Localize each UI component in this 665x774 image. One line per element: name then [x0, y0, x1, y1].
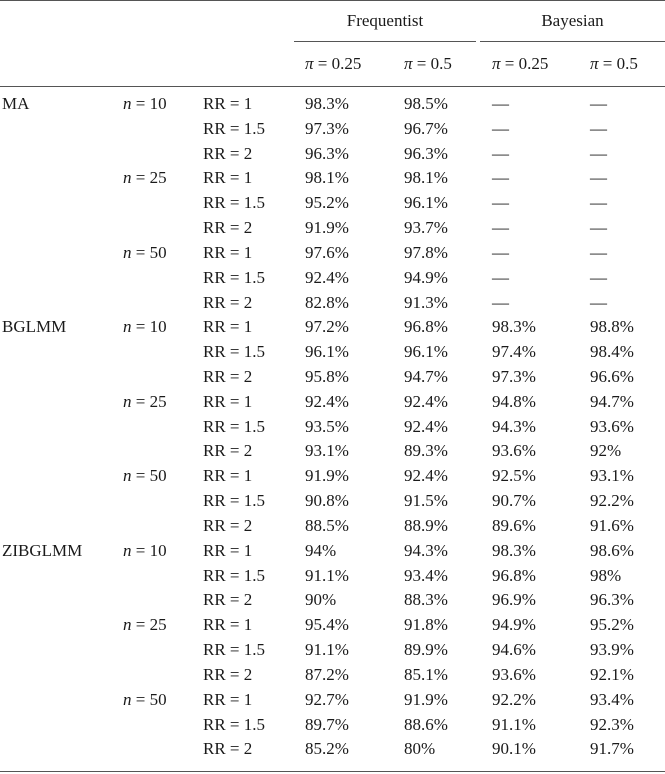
- sample-size-label: [123, 541, 167, 561]
- table-cell: —: [492, 293, 509, 312]
- table-cell: 92.4%: [404, 417, 448, 436]
- n-symbol: n: [123, 541, 132, 560]
- table-cell: 95.4%: [305, 615, 349, 634]
- table-cell: 97.3%: [305, 119, 349, 138]
- table-cell: 91.3%: [404, 293, 448, 312]
- table-cell: 93.5%: [305, 417, 349, 436]
- sample-size-label: [123, 690, 167, 710]
- table-cell: 94.7%: [590, 392, 634, 411]
- rr-label: RR = 1: [203, 541, 253, 560]
- table-cell: —: [492, 119, 509, 138]
- table-cell: 92.2%: [590, 491, 634, 510]
- table-cell: 97.8%: [404, 243, 448, 262]
- table-cell: 93.6%: [590, 417, 634, 436]
- table-cell: 90.8%: [305, 491, 349, 510]
- table-cell: 91.9%: [404, 690, 448, 709]
- table-cell: 91.1%: [305, 640, 349, 659]
- sub-header-value: = 0.5: [412, 54, 452, 73]
- group-header-bayesian: Bayesian: [541, 11, 604, 30]
- rr-label: RR = 1: [203, 690, 253, 709]
- table-cell: —: [492, 218, 509, 237]
- table-cell: 92%: [590, 441, 622, 460]
- table-cell: 93.6%: [492, 441, 536, 460]
- table-cell: 93.4%: [404, 566, 448, 585]
- table-cell: —: [492, 243, 509, 262]
- sample-size-value: = 25: [131, 392, 167, 411]
- pi-symbol: π: [404, 54, 413, 73]
- table-cell: 95.2%: [305, 193, 349, 212]
- table-cell: 91.8%: [404, 615, 448, 634]
- rr-label: RR = 2: [203, 144, 253, 163]
- table-cell: 91.1%: [305, 566, 349, 585]
- table-cell: 89.3%: [404, 441, 448, 460]
- n-symbol: n: [123, 615, 132, 634]
- bayesian-underline: [480, 41, 665, 42]
- rr-label: RR = 1: [203, 392, 253, 411]
- rr-label: RR = 2: [203, 590, 253, 609]
- bottom-rule: [0, 771, 665, 772]
- table-cell: 90.1%: [492, 739, 536, 758]
- table-cell: 88.6%: [404, 715, 448, 734]
- table-cell: 93.9%: [590, 640, 634, 659]
- table-cell: 98.4%: [590, 342, 634, 361]
- rr-label: RR = 2: [203, 665, 253, 684]
- table-cell: —: [590, 168, 607, 187]
- model-label: MA: [2, 94, 30, 113]
- table-cell: 80%: [404, 739, 436, 758]
- table-cell: 97.3%: [492, 367, 536, 386]
- table-cell: 98.3%: [492, 317, 536, 336]
- table-cell: 95.2%: [590, 615, 634, 634]
- table-cell: 95.8%: [305, 367, 349, 386]
- sample-size-value: = 25: [131, 615, 167, 634]
- sub-header-value: = 0.25: [500, 54, 549, 73]
- table-cell: 87.2%: [305, 665, 349, 684]
- table-cell: —: [590, 243, 607, 262]
- sub-header-value: = 0.25: [313, 54, 362, 73]
- sample-size-value: = 50: [131, 690, 167, 709]
- rr-label: RR = 1.5: [203, 342, 266, 361]
- table-cell: 91.5%: [404, 491, 448, 510]
- sample-size-value: = 50: [131, 243, 167, 262]
- table-cell: 82.8%: [305, 293, 349, 312]
- rr-label: RR = 1.5: [203, 119, 266, 138]
- table-cell: 92.7%: [305, 690, 349, 709]
- sample-size-label: [123, 466, 167, 486]
- pi-symbol: π: [305, 54, 314, 73]
- sample-size-label: [123, 168, 167, 188]
- table-cell: 98.5%: [404, 94, 448, 113]
- table-cell: 94.3%: [492, 417, 536, 436]
- rr-label: RR = 2: [203, 441, 253, 460]
- table-cell: 91.1%: [492, 715, 536, 734]
- table-cell: 94.7%: [404, 367, 448, 386]
- frequentist-underline: [294, 41, 476, 42]
- rr-label: RR = 1.5: [203, 715, 266, 734]
- rr-label: RR = 2: [203, 739, 253, 758]
- table-cell: 90%: [305, 590, 337, 609]
- table-cell: 93.1%: [590, 466, 634, 485]
- table-cell: 96.3%: [305, 144, 349, 163]
- table-cell: —: [590, 144, 607, 163]
- rr-label: RR = 1: [203, 466, 253, 485]
- table-cell: 91.9%: [305, 466, 349, 485]
- rr-label: RR = 1.5: [203, 566, 266, 585]
- table-cell: 94.6%: [492, 640, 536, 659]
- sample-size-label: [123, 243, 167, 263]
- table-cell: 93.1%: [305, 441, 349, 460]
- rr-label: RR = 2: [203, 367, 253, 386]
- rr-label: RR = 2: [203, 218, 253, 237]
- rr-label: RR = 1.5: [203, 268, 266, 287]
- table-cell: 96.8%: [492, 566, 536, 585]
- table-cell: 98.6%: [590, 541, 634, 560]
- rr-label: RR = 2: [203, 516, 253, 535]
- table-cell: 92.4%: [305, 268, 349, 287]
- rr-label: RR = 1.5: [203, 193, 266, 212]
- rr-label: RR = 1: [203, 94, 253, 113]
- sub-header-2: [492, 54, 548, 74]
- table-cell: 96.3%: [590, 590, 634, 609]
- table-cell: 98.8%: [590, 317, 634, 336]
- table-cell: 98.3%: [492, 541, 536, 560]
- rr-label: RR = 1: [203, 243, 253, 262]
- sample-size-label: [123, 615, 167, 635]
- n-symbol: n: [123, 466, 132, 485]
- table-cell: 91.6%: [590, 516, 634, 535]
- table-cell: 85.1%: [404, 665, 448, 684]
- table-cell: 88.3%: [404, 590, 448, 609]
- n-symbol: n: [123, 317, 132, 336]
- sample-size-value: = 10: [131, 541, 167, 560]
- table-cell: 92.4%: [305, 392, 349, 411]
- table-cell: —: [590, 119, 607, 138]
- table-cell: 96.3%: [404, 144, 448, 163]
- rr-label: RR = 1.5: [203, 491, 266, 510]
- sub-header-3: [590, 54, 638, 74]
- table-cell: 93.7%: [404, 218, 448, 237]
- table-cell: 93.6%: [492, 665, 536, 684]
- sub-header-0: [305, 54, 361, 74]
- table-cell: 92.5%: [492, 466, 536, 485]
- rr-label: RR = 1.5: [203, 417, 266, 436]
- sample-size-value: = 10: [131, 317, 167, 336]
- table-cell: 97.6%: [305, 243, 349, 262]
- table-cell: 93.4%: [590, 690, 634, 709]
- table-cell: 91.9%: [305, 218, 349, 237]
- table-cell: 94%: [305, 541, 337, 560]
- table-cell: 98.1%: [404, 168, 448, 187]
- model-label: ZIBGLMM: [2, 541, 83, 560]
- table-cell: 89.6%: [492, 516, 536, 535]
- table-cell: —: [590, 293, 607, 312]
- table-cell: 92.1%: [590, 665, 634, 684]
- table-cell: 92.2%: [492, 690, 536, 709]
- n-symbol: n: [123, 94, 132, 113]
- table-cell: 88.9%: [404, 516, 448, 535]
- table-cell: 85.2%: [305, 739, 349, 758]
- table-cell: —: [492, 94, 509, 113]
- table-cell: —: [492, 144, 509, 163]
- table-cell: 94.9%: [492, 615, 536, 634]
- table-cell: 89.7%: [305, 715, 349, 734]
- table-cell: —: [492, 168, 509, 187]
- n-symbol: n: [123, 168, 132, 187]
- table-cell: 88.5%: [305, 516, 349, 535]
- table-cell: 97.2%: [305, 317, 349, 336]
- n-symbol: n: [123, 392, 132, 411]
- pi-symbol: π: [590, 54, 599, 73]
- sample-size-value: = 25: [131, 168, 167, 187]
- table-cell: —: [492, 268, 509, 287]
- table-cell: 98.3%: [305, 94, 349, 113]
- table-cell: —: [590, 193, 607, 212]
- sample-size-label: [123, 317, 167, 337]
- table-cell: 96.1%: [404, 193, 448, 212]
- sample-size-value: = 10: [131, 94, 167, 113]
- top-rule: [0, 0, 665, 1]
- table-cell: 96.8%: [404, 317, 448, 336]
- table-cell: 90.7%: [492, 491, 536, 510]
- rr-label: RR = 1: [203, 168, 253, 187]
- table-cell: 92.4%: [404, 466, 448, 485]
- table-cell: —: [590, 218, 607, 237]
- sample-size-label: [123, 392, 167, 412]
- sample-size-label: [123, 94, 167, 114]
- rr-label: RR = 1.5: [203, 640, 266, 659]
- table-cell: 96.1%: [305, 342, 349, 361]
- table-cell: 94.8%: [492, 392, 536, 411]
- table-cell: —: [492, 193, 509, 212]
- table-cell: 96.9%: [492, 590, 536, 609]
- n-symbol: n: [123, 243, 132, 262]
- group-header-frequentist: Frequentist: [346, 11, 424, 30]
- sub-header-1: [404, 54, 452, 74]
- pi-symbol: π: [492, 54, 501, 73]
- table-cell: 91.7%: [590, 739, 634, 758]
- table-cell: 98.1%: [305, 168, 349, 187]
- model-label: BGLMM: [2, 317, 67, 336]
- table-cell: —: [590, 94, 607, 113]
- table-cell: 92.3%: [590, 715, 634, 734]
- table-cell: 94.3%: [404, 541, 448, 560]
- table-cell: 96.6%: [590, 367, 634, 386]
- sample-size-value: = 50: [131, 466, 167, 485]
- sub-header-value: = 0.5: [598, 54, 638, 73]
- table-cell: 96.1%: [404, 342, 448, 361]
- rr-label: RR = 2: [203, 293, 253, 312]
- table-cell: 98%: [590, 566, 622, 585]
- table-cell: —: [590, 268, 607, 287]
- table-cell: 96.7%: [404, 119, 448, 138]
- table-cell: 92.4%: [404, 392, 448, 411]
- rr-label: RR = 1: [203, 317, 253, 336]
- table-cell: 97.4%: [492, 342, 536, 361]
- rr-label: RR = 1: [203, 615, 253, 634]
- n-symbol: n: [123, 690, 132, 709]
- table-cell: 89.9%: [404, 640, 448, 659]
- table-cell: 94.9%: [404, 268, 448, 287]
- header-rule: [0, 86, 665, 87]
